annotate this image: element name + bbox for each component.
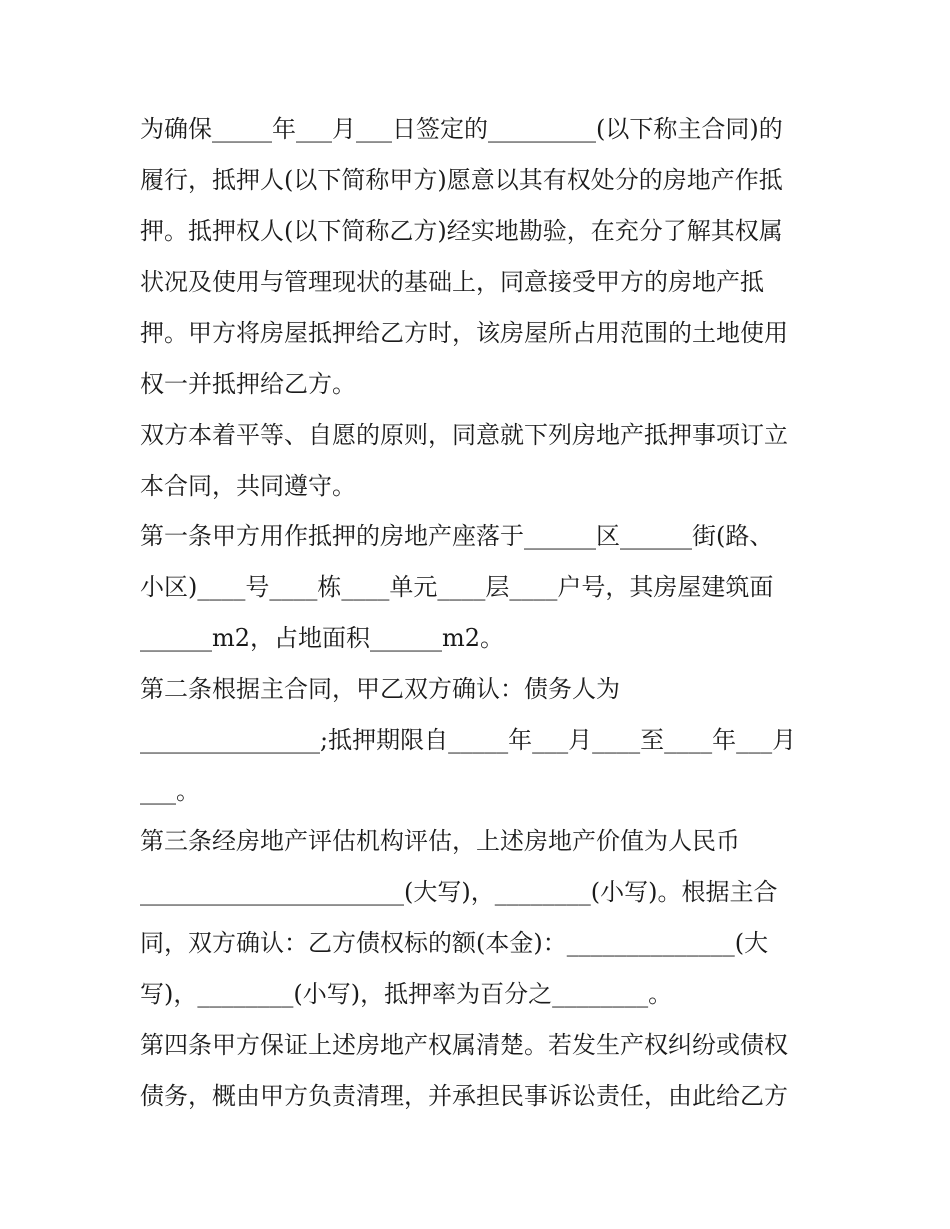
text-line: _______________;抵押期限自_____年___月____至____年___月 (140, 726, 797, 754)
text-line: 押。甲方将房屋抵押给乙方时，该房屋所占用范围的土地使用 (140, 319, 788, 347)
text-line: 第二条根据主合同，甲乙双方确认：债务人为 (140, 675, 620, 703)
text-line: ______m2，占地面积______m2。 (140, 624, 505, 652)
text-line: 押。抵押权人(以下简称乙方)经实地勘验，在充分了解其权属 (140, 217, 783, 245)
text-line: 同，双方确认：乙方债权标的额(本金)：______________(大 (140, 929, 769, 957)
text-line: 债务，概由甲方负责清理，并承担民事诉讼责任，由此给乙方 (140, 1082, 788, 1110)
text-line: 履行，抵押人(以下简称甲方)愿意以其有权处分的房地产作抵 (140, 166, 783, 194)
text-line: 为确保_____年___月___日签定的_________(以下称主合同)的 (140, 115, 783, 143)
text-line: 写)，________(小写)，抵押率为百分之________。 (140, 980, 673, 1008)
text-line: 第四条甲方保证上述房地产权属清楚。若发生产权纠纷或债权 (140, 1031, 788, 1059)
text-line: 小区)____号____栋____单元____层____户号，其房屋建筑面 (140, 573, 774, 601)
text-line: 权一并抵押给乙方。 (140, 370, 356, 398)
text-line: 双方本着平等、自愿的原则，同意就下列房地产抵押事项订立 (140, 421, 788, 449)
text-line: ______________________(大写)，________(小写)。根据主合 (140, 878, 778, 906)
text-line: 第一条甲方用作抵押的房地产座落于______区______街(路、 (140, 522, 774, 550)
text-line: ___。 (140, 777, 200, 805)
text-line: 第三条经房地产评估机构评估，上述房地产价值为人民币 (140, 827, 740, 855)
text-line: 本合同，共同遵守。 (140, 472, 356, 500)
text-line: 状况及使用与管理现状的基础上，同意接受甲方的房地产抵 (140, 268, 764, 296)
